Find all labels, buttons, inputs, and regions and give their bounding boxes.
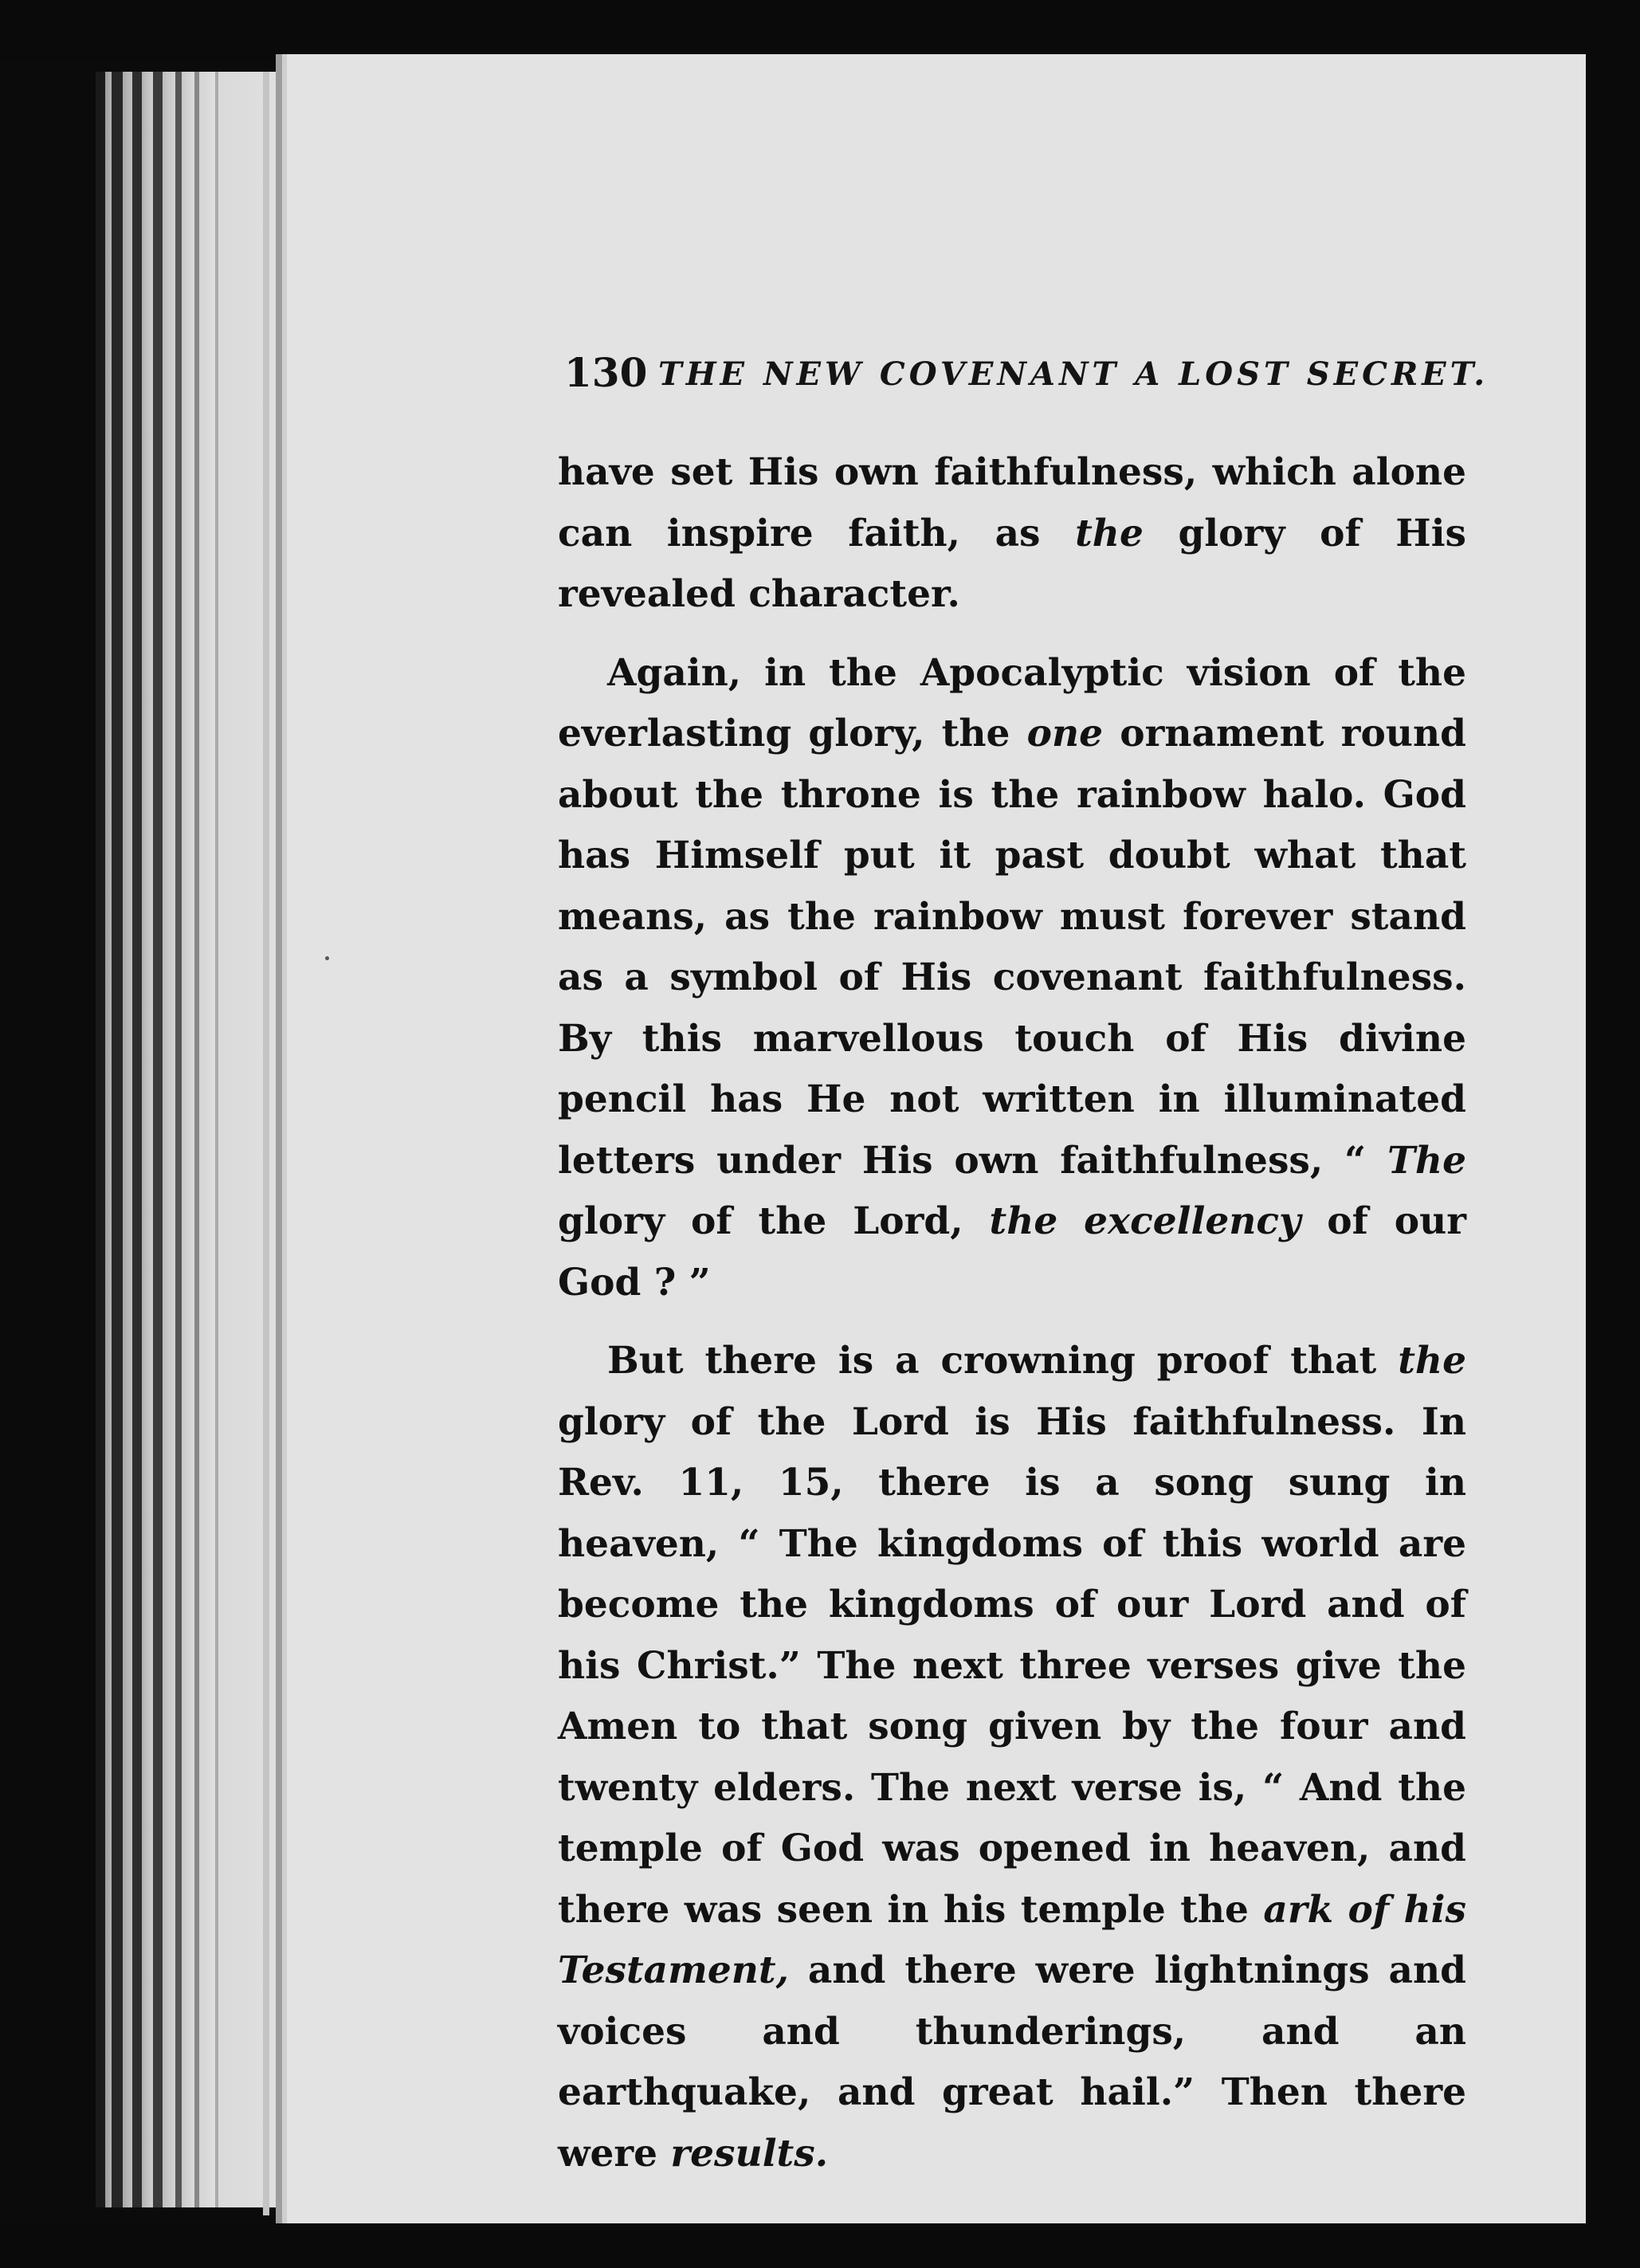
italic-text: the (1075, 511, 1144, 555)
italic-text: the (1398, 1339, 1466, 1383)
body-text (558, 442, 1466, 2184)
page-number: 130 (564, 349, 648, 396)
running-head (564, 349, 1489, 405)
italic-text: one (1026, 712, 1104, 755)
text-run: glory of His revealed character. (558, 511, 1467, 616)
text-run: of our God ? ” (558, 1199, 1466, 1305)
text-run: glory of the Lord is His faithfulness. In Rev. 11, 15, there is a song sung in heaven, “ The kingdoms of this world are become the kingdoms of our Lord and of his Christ.” The next three verses give the Amen to that song given by the four and twenty elders. The next verse is, “ And the temple of God was opened in heaven, and there was seen in his temple the (558, 1399, 1466, 1932)
italic-text: The (1387, 1138, 1466, 1183)
scan-background-top (0, 0, 1640, 60)
text-run: But there is a crowning proof that (607, 1339, 1399, 1383)
book-page-edges (96, 72, 319, 2207)
text-run: ornament round about the throne is the rainbow halo. God has Himself put it past doubt what that means, as the rainbow must forever stand as a symbol of His covenant faithfulness. By this marvellous touch of His divine pencil has He not written in illuminated letters under His own faithfulness, “ (558, 712, 1466, 1183)
italic-text: the excellency (989, 1199, 1301, 1243)
page-gutter-edge (263, 72, 269, 2215)
text-run: and there were lightnings and voices and thunderings, and an earthquake, and great hail.” Then there were (558, 1948, 1466, 2176)
text-run: Again, in the Apocalyptic vision of the everlasting glory, the (558, 650, 1466, 755)
paragraph (558, 643, 1466, 1314)
scan-background-right (1582, 0, 1640, 2268)
paragraph (558, 442, 1466, 626)
scan-speck (325, 956, 329, 960)
scan-background-bottom (0, 2223, 1640, 2268)
paragraph (558, 1331, 1466, 2184)
text-run: glory of the Lord, (558, 1199, 990, 1243)
running-title: THE NEW COVENANT A LOST SECRET. (658, 355, 1489, 393)
italic-text: ark of his Testament, (558, 1887, 1467, 1992)
italic-text: results. (670, 2131, 829, 2176)
text-run: have set His own faithfulness, which alone can inspire faith, as (558, 450, 1466, 555)
